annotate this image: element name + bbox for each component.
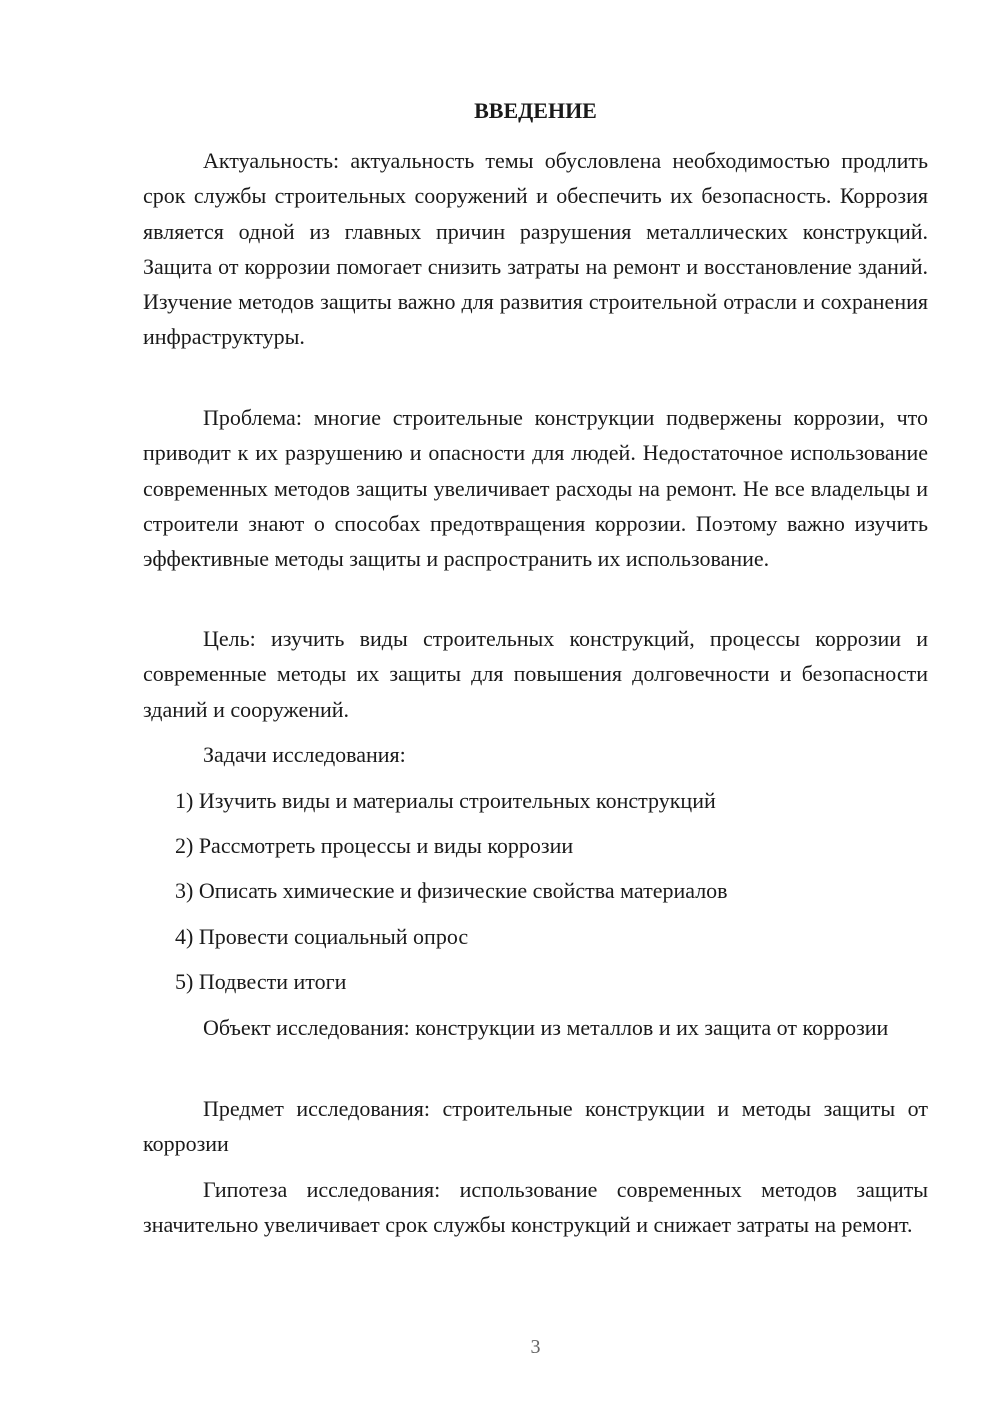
task-item: 3) Описать химические и физические свойства материалов	[175, 878, 728, 903]
tasks-heading: Задачи исследования:	[203, 742, 406, 767]
paragraph-problem: Проблема: многие строительные конструкции подвержены коррозии, что приводит к их разрушению и опасности для людей. Недостаточное использование современных методов защиты увеличивает расходы на ремонт. Не все владельцы и строители знают о способах предотвращения коррозии. Поэтому важно изучить эффективные методы защиты и распространить их использование.	[143, 405, 928, 572]
task-item: 4) Провести социальный опрос	[175, 924, 469, 949]
paragraph-object: Объект исследования: конструкции из металлов и их защита от коррозии	[203, 1015, 889, 1040]
page-number: 3	[530, 1336, 541, 1358]
task-item: 2) Рассмотреть процессы и виды коррозии	[175, 833, 574, 858]
paragraph-hypothesis: Гипотеза исследования: использование современных методов защиты значительно увеличивает срок службы конструкций и снижает затраты на ремонт.	[143, 1177, 928, 1238]
paragraph-goal: Цель: изучить виды строительных конструкций, процессы коррозии и современные методы их защиты для повышения долговечности и безопасности зданий и сооружений.	[143, 626, 928, 722]
document-page	[143, 0, 928, 1414]
paragraph-subject: Предмет исследования: строительные конструкции и методы защиты от коррозии	[143, 1096, 928, 1157]
page-title: ВВЕДЕНИЕ	[474, 98, 597, 123]
task-item: 1) Изучить виды и материалы строительных конструкций	[175, 788, 716, 813]
paragraph-relevance: Актуальность: актуальность темы обусловлена необходимостью продлить срок службы строительных сооружений и обеспечить их безопасность. Коррозия является одной из главных причин разрушения металлических конструкций. Защита от коррозии помогает снизить затраты на ремонт и восстановление зданий. Изучение методов защиты важно для развития строительной отрасли и сохранения инфраструктуры.	[143, 148, 928, 350]
task-item: 5) Подвести итоги	[175, 969, 347, 994]
